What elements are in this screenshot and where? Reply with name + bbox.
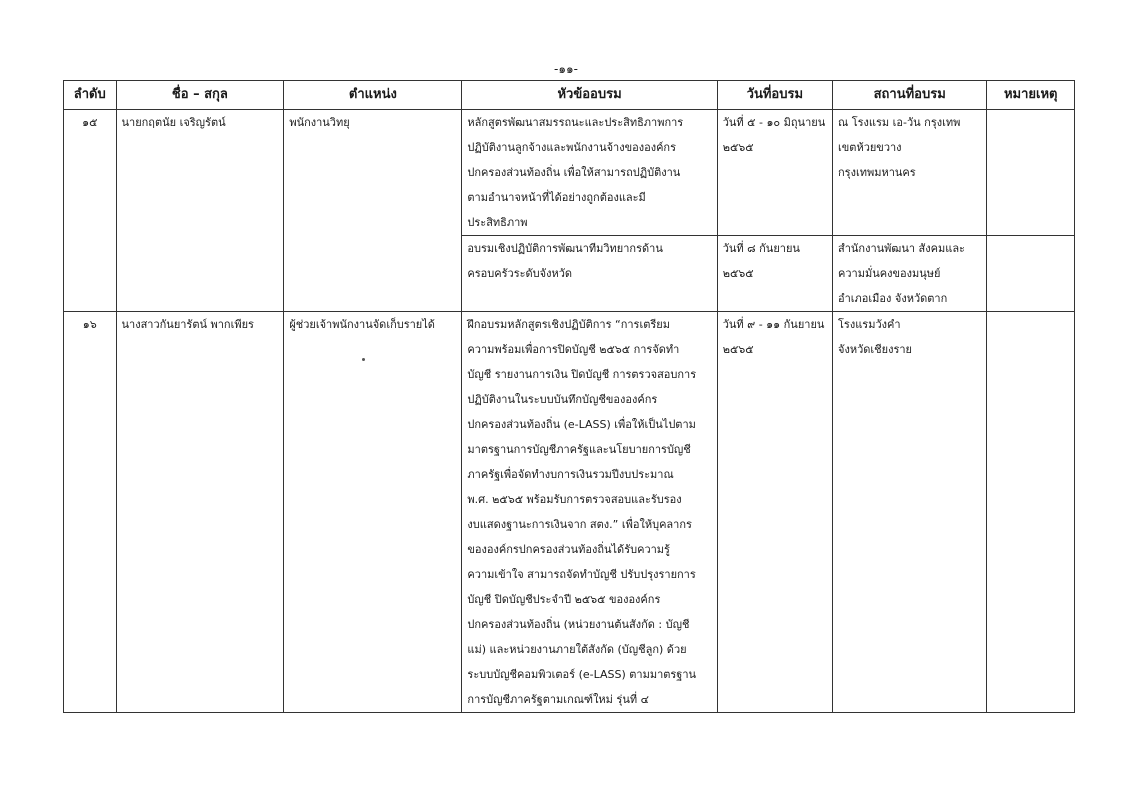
course-line: พ.ศ. ๒๕๖๕ พร้อมรับการตรวจสอบและรับรอง [467,493,682,506]
header-row [64,81,1075,110]
venue-cell [833,312,987,713]
header-course: หัวข้ออบรม [462,81,717,110]
date-line: วันที่ ๕ - ๑๐ มิถุนายน [722,116,826,129]
venue-line: เขตห้วยขวาง [838,141,902,154]
venue-cell [833,110,987,236]
course-line: ฝึกอบรมหลักสูตรเชิงปฏิบัติการ “การเตรียม [467,318,670,331]
date-cell [717,110,832,236]
venue-line: จังหวัดเชียงราย [838,343,912,356]
date-line: วันที่ ๙ - ๑๑ กันยายน [722,318,825,331]
course-line: ความเข้าใจ สามารถจัดทำบัญชี ปรับปรุงรายการ [467,568,696,581]
course-line: มาตรฐานการบัญชีภาครัฐและนโยบายการบัญชี [467,443,691,456]
remark-cell [987,312,1075,713]
person-name: นายกฤตนัย เจริญรัตน์ [116,110,284,312]
date-line: วันที่ ๘ กันยายน [722,242,800,255]
course-line: ปกครองส่วนท้องถิ่น (e-LASS) เพื่อให้เป็นไปตาม [467,418,696,431]
course-line: การบัญชีภาครัฐตามเกณฑ์ใหม่ รุ่นที่ ๔ [467,693,649,706]
venue-line: สำนักงานพัฒนา สังคมและ [838,242,965,255]
date-line: ๒๕๖๕ [722,267,754,280]
course-cell [462,236,717,312]
row-number: ๑๕ [64,110,117,312]
course-line: ประสิทธิภาพ [467,216,528,229]
date-cell [717,312,832,713]
table-row [64,110,1075,236]
date-line: ๒๕๖๕ [722,141,754,154]
course-line: ขององค์กรปกครองส่วนท้องถิ่นได้รับความรู้ [467,543,670,556]
course-line: ครอบครัวระดับจังหวัด [467,267,573,280]
course-line: แม่) และหน่วยงานภายใต้สังกัด (บัญชีลูก) ด้วย [467,643,687,656]
venue-line: โรงแรมวังคำ [838,318,901,331]
date-line: ๒๕๖๕ [722,343,754,356]
person-position: ผู้ช่วยเจ้าพนักงานจัดเก็บรายได้ [284,312,462,713]
header-remark: หมายเหตุ [987,81,1075,110]
venue-line: ณ โรงแรม เอ-วัน กรุงเทพ [838,116,961,129]
header-no: ลำดับ [64,81,117,110]
person-name: นางสาวกันยารัตน์ พากเพียร [116,312,284,713]
person-position: พนักงานวิทยุ [284,110,462,312]
course-line: หลักสูตรพัฒนาสมรรถนะและประสิทธิภาพการ [467,116,684,129]
course-line: ความพร้อมเพื่อการปิดบัญชี ๒๕๖๕ การจัดทำ [467,343,680,356]
course-cell [462,312,717,713]
venue-cell [833,236,987,312]
course-line: บัญชี ปิดบัญชีประจำปี ๒๕๖๕ ขององค์กร [467,593,661,606]
row-number: ๑๖ [64,312,117,713]
course-line: ปกครองส่วนท้องถิ่น (หน่วยงานต้นสังกัด : บัญชี [467,618,690,631]
course-line: ภาครัฐเพื่อจัดทำงบการเงินรวมปีงบประมาณ [467,468,674,481]
remark-cell [987,110,1075,236]
venue-line: อำเภอเมือง จังหวัดตาก [838,292,948,305]
date-cell [717,236,832,312]
course-line: บัญชี รายงานการเงิน ปิดบัญชี การตรวจสอบการ [467,368,697,381]
stray-dot [362,358,365,361]
course-cell [462,110,717,236]
page-number: -๑๑- [554,62,578,76]
training-table [63,80,1075,713]
header-name: ชื่อ – สกุล [116,81,284,110]
header-date: วันที่อบรม [717,81,832,110]
venue-line: ความมั่นคงของมนุษย์ [838,267,941,280]
table-row [64,312,1075,713]
course-line: งบแสดงฐานะการเงินจาก สตง.” เพื่อให้บุคลากร [467,518,692,531]
header-position: ตำแหน่ง [284,81,462,110]
course-line: อบรมเชิงปฏิบัติการพัฒนาทีมวิทยากรด้าน [467,242,663,255]
header-venue: สถานที่อบรม [833,81,987,110]
course-line: ตามอำนาจหน้าที่ได้อย่างถูกต้องและมี [467,191,646,204]
remark-cell [987,236,1075,312]
course-line: ปฏิบัติงานในระบบบันทึกบัญชีขององค์กร [467,393,658,406]
course-line: ปฏิบัติงานลูกจ้างและพนักงานจ้างขององค์กร [467,141,676,154]
venue-line: กรุงเทพมหานคร [838,166,916,179]
course-line: ระบบบัญชีคอมพิวเตอร์ (e-LASS) ตามมาตรฐาน [467,668,697,681]
course-line: ปกครองส่วนท้องถิ่น เพื่อให้สามารถปฏิบัติงาน [467,166,681,179]
